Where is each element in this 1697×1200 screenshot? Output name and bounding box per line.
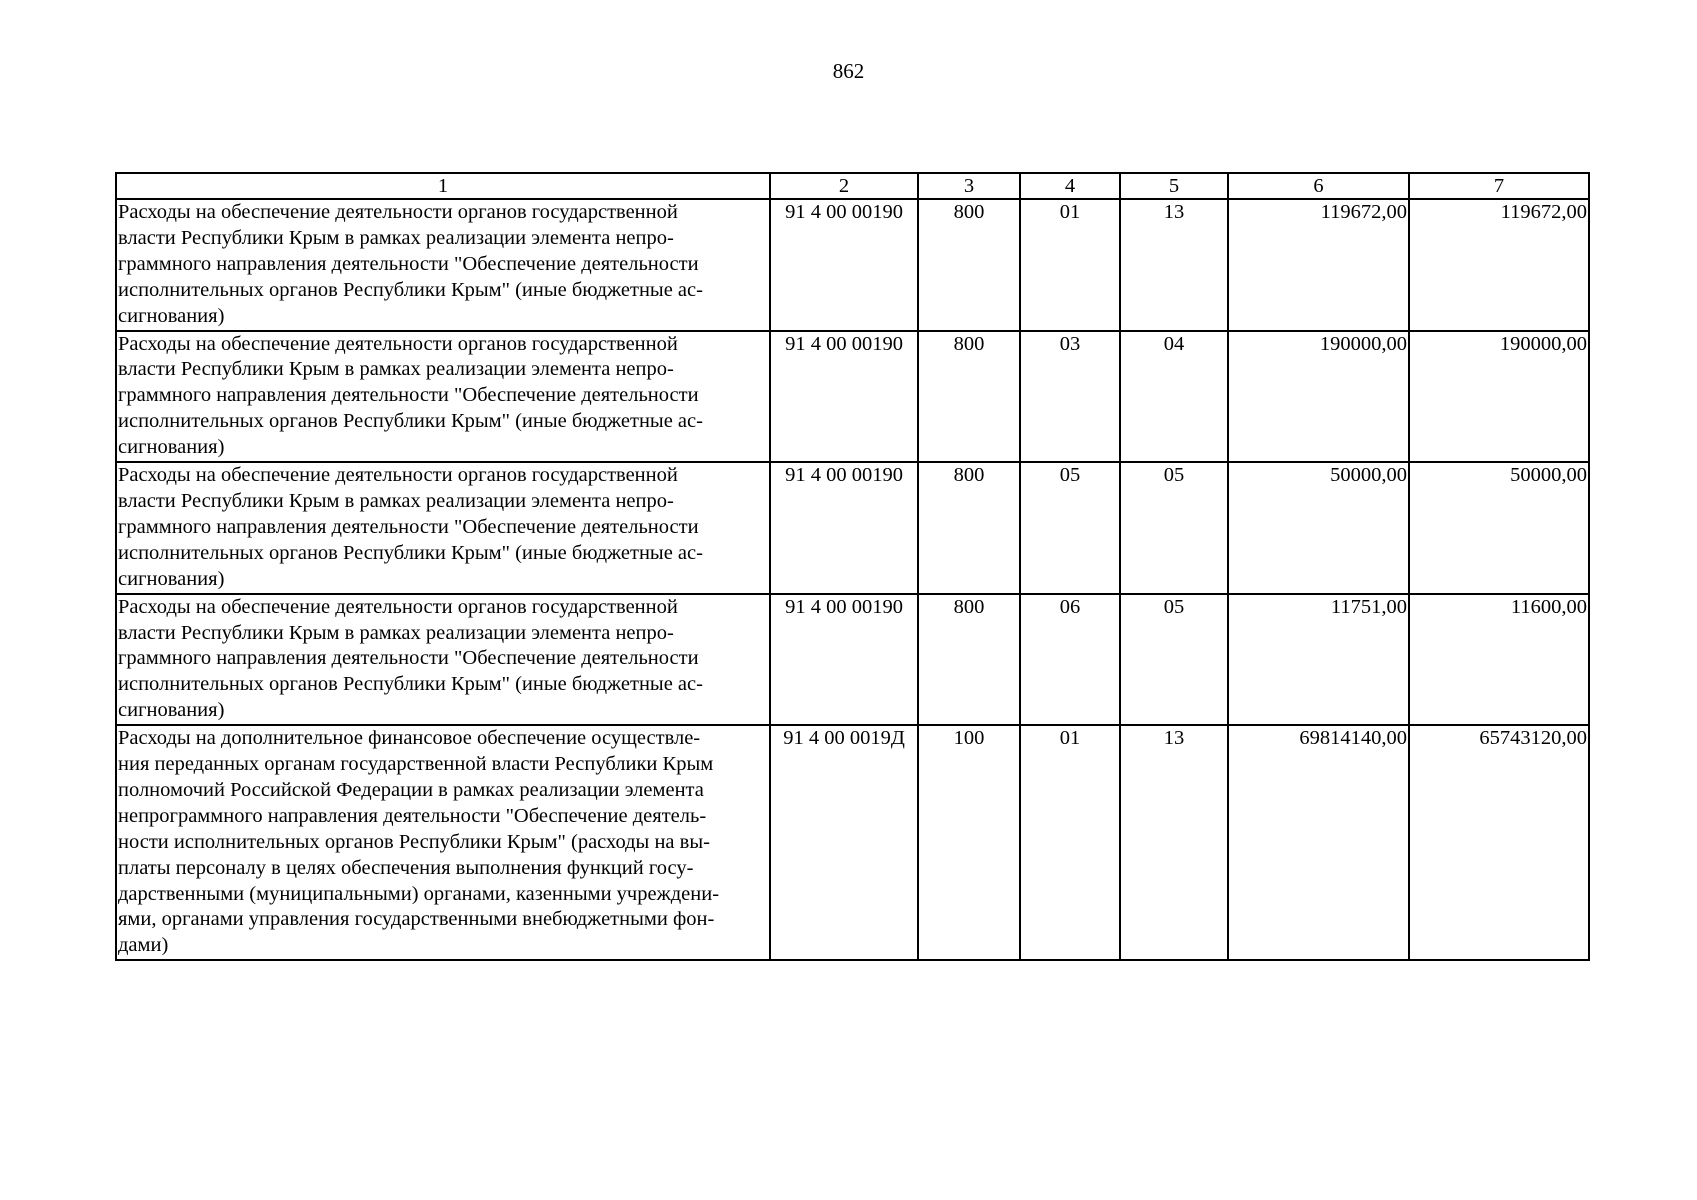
row-code: 91 4 00 0019Д bbox=[770, 725, 918, 960]
header-col-7: 7 bbox=[1409, 173, 1589, 199]
table-row bbox=[116, 199, 1589, 331]
row-col5: 04 bbox=[1120, 331, 1228, 463]
row-col4: 01 bbox=[1020, 199, 1120, 331]
header-col-6: 6 bbox=[1228, 173, 1409, 199]
row-col3: 800 bbox=[918, 462, 1020, 594]
row-amount-col6: 119672,00 bbox=[1228, 199, 1409, 331]
table-row bbox=[116, 594, 1589, 726]
row-col5: 05 bbox=[1120, 594, 1228, 726]
header-col-4: 4 bbox=[1020, 173, 1120, 199]
row-amount-col7: 119672,00 bbox=[1409, 199, 1589, 331]
row-col3: 800 bbox=[918, 199, 1020, 331]
table-row bbox=[116, 725, 1589, 960]
page-number: 862 bbox=[832, 59, 865, 83]
row-amount-col6: 69814140,00 bbox=[1228, 725, 1409, 960]
row-description: Расходы на обеспечение деятельности органов государственной власти Республики Крым в рамках реализации элемента непро- граммного направления деятельности "Обеспечение деятельности исполнительных органов Республики Крым" (иные бюджетные ас- сигнования) bbox=[116, 199, 770, 331]
row-amount-col6: 50000,00 bbox=[1228, 462, 1409, 594]
row-amount-col7: 190000,00 bbox=[1409, 331, 1589, 463]
row-code: 91 4 00 00190 bbox=[770, 331, 918, 463]
row-col4: 03 bbox=[1020, 331, 1120, 463]
row-col4: 05 bbox=[1020, 462, 1120, 594]
row-description: Расходы на дополнительное финансовое обеспечение осуществле- ния переданных органам государственной власти Республики Крым полномочий Российской Федерации в рамках реализации элемента непрограммного направления деятельности "Обеспечение деятель- ности исполнительных органов Республики Крым" (расходы на вы- платы персоналу в целях обеспечения выполнения функций госу- дарственными (муниципальными) органами, казенными учреждени- ями, органами управления государственными внебюджетными фон- дами) bbox=[116, 725, 770, 960]
header-col-1: 1 bbox=[116, 173, 770, 199]
row-description: Расходы на обеспечение деятельности органов государственной власти Республики Крым в рамках реализации элемента непро- граммного направления деятельности "Обеспечение деятельности исполнительных органов Республики Крым" (иные бюджетные ас- сигнования) bbox=[116, 594, 770, 726]
budget-table bbox=[115, 172, 1590, 961]
header-col-2: 2 bbox=[770, 173, 918, 199]
row-col3: 100 bbox=[918, 725, 1020, 960]
row-amount-col6: 190000,00 bbox=[1228, 331, 1409, 463]
table-header-row bbox=[116, 173, 1589, 199]
row-description: Расходы на обеспечение деятельности органов государственной власти Республики Крым в рамках реализации элемента непро- граммного направления деятельности "Обеспечение деятельности исполнительных органов Республики Крым" (иные бюджетные ас- сигнования) bbox=[116, 331, 770, 463]
header-col-3: 3 bbox=[918, 173, 1020, 199]
row-amount-col7: 11600,00 bbox=[1409, 594, 1589, 726]
row-amount-col6: 11751,00 bbox=[1228, 594, 1409, 726]
row-amount-col7: 65743120,00 bbox=[1409, 725, 1589, 960]
table-row bbox=[116, 462, 1589, 594]
row-code: 91 4 00 00190 bbox=[770, 462, 918, 594]
row-col3: 800 bbox=[918, 594, 1020, 726]
row-col5: 13 bbox=[1120, 199, 1228, 331]
row-col5: 05 bbox=[1120, 462, 1228, 594]
row-code: 91 4 00 00190 bbox=[770, 199, 918, 331]
row-description: Расходы на обеспечение деятельности органов государственной власти Республики Крым в рамках реализации элемента непро- граммного направления деятельности "Обеспечение деятельности исполнительных органов Республики Крым" (иные бюджетные ас- сигнования) bbox=[116, 462, 770, 594]
header-col-5: 5 bbox=[1120, 173, 1228, 199]
row-col4: 06 bbox=[1020, 594, 1120, 726]
table-row bbox=[116, 331, 1589, 463]
row-col4: 01 bbox=[1020, 725, 1120, 960]
row-amount-col7: 50000,00 bbox=[1409, 462, 1589, 594]
row-col5: 13 bbox=[1120, 725, 1228, 960]
row-col3: 800 bbox=[918, 331, 1020, 463]
row-code: 91 4 00 00190 bbox=[770, 594, 918, 726]
